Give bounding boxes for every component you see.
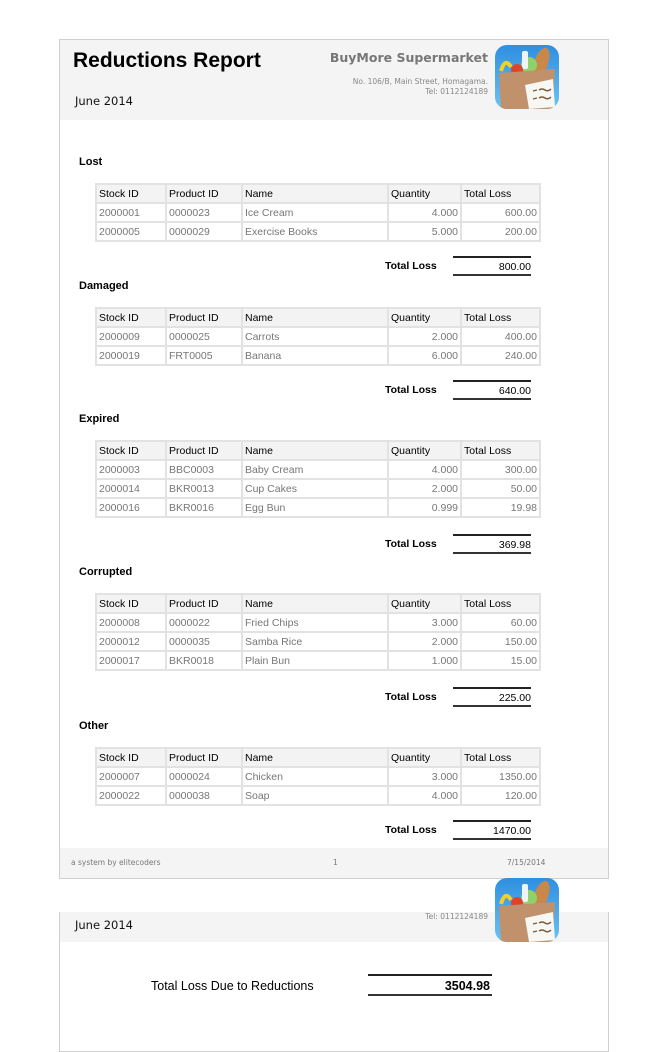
table-cell: BKR0016 bbox=[166, 498, 242, 517]
footer-page-number: 1 bbox=[333, 858, 338, 867]
table-row bbox=[96, 346, 540, 365]
table-cell: Banana bbox=[242, 346, 388, 365]
table-cell: 0000024 bbox=[166, 767, 242, 786]
section-title: Corrupted bbox=[79, 566, 133, 578]
table-row bbox=[96, 632, 540, 651]
section-title: Damaged bbox=[79, 280, 129, 292]
table-cell: BKR0018 bbox=[166, 651, 242, 670]
footer-credit: a system by elitecoders bbox=[71, 858, 161, 867]
column-header: Name bbox=[242, 594, 388, 613]
table-cell: 2000019 bbox=[96, 346, 166, 365]
section-total-value: 369.98 bbox=[453, 534, 531, 554]
section-title: Other bbox=[79, 720, 109, 732]
grand-total-label: Total Loss Due to Reductions bbox=[151, 979, 314, 993]
table-cell: 200.00 bbox=[461, 222, 540, 241]
table-row bbox=[96, 651, 540, 670]
column-header: Name bbox=[242, 441, 388, 460]
company-address: No. 106/B, Main Street, Homagama. bbox=[352, 77, 488, 86]
table-cell: 300.00 bbox=[461, 460, 540, 479]
table-cell: Fried Chips bbox=[242, 613, 388, 632]
table-cell: 2000007 bbox=[96, 767, 166, 786]
column-header: Name bbox=[242, 748, 388, 767]
table-row bbox=[96, 786, 540, 805]
section-total-value: 1470.00 bbox=[453, 820, 531, 840]
table-cell: Soap bbox=[242, 786, 388, 805]
table-cell: 3.000 bbox=[388, 767, 461, 786]
report-title: Reductions Report bbox=[73, 49, 261, 72]
table-cell: 2000012 bbox=[96, 632, 166, 651]
table-cell: 2000017 bbox=[96, 651, 166, 670]
table-cell: 0000029 bbox=[166, 222, 242, 241]
table-cell: 6.000 bbox=[388, 346, 461, 365]
table-row bbox=[96, 222, 540, 241]
section-title: Expired bbox=[79, 413, 120, 425]
table-header-row bbox=[96, 308, 540, 327]
column-header: Name bbox=[242, 308, 388, 327]
section-total-label: Total Loss bbox=[385, 538, 437, 550]
table-cell: 0000023 bbox=[166, 203, 242, 222]
table-cell: 120.00 bbox=[461, 786, 540, 805]
table-cell: Plain Bun bbox=[242, 651, 388, 670]
table-cell: 1350.00 bbox=[461, 767, 540, 786]
table-cell: Samba Rice bbox=[242, 632, 388, 651]
grocery-bag-icon bbox=[495, 45, 559, 109]
column-header: Total Loss bbox=[461, 594, 540, 613]
column-header: Stock ID bbox=[96, 184, 166, 203]
column-header: Total Loss bbox=[461, 441, 540, 460]
section-total-label: Total Loss bbox=[385, 259, 437, 272]
table-cell: 0.999 bbox=[388, 498, 461, 517]
table-cell: Exercise Books bbox=[242, 222, 388, 241]
column-header: Stock ID bbox=[96, 748, 166, 767]
table-cell: 15.00 bbox=[461, 651, 540, 670]
column-header: Product ID bbox=[166, 441, 242, 460]
section-total-label: Total Loss bbox=[385, 383, 437, 396]
table-cell: Carrots bbox=[242, 327, 388, 346]
table-cell: FRT0005 bbox=[166, 346, 242, 365]
reduction-table bbox=[95, 183, 541, 242]
company-name: BuyMore Supermarket bbox=[329, 50, 488, 65]
section-total-value: 800.00 bbox=[453, 256, 531, 276]
column-header: Product ID bbox=[166, 184, 242, 203]
table-cell: 0000038 bbox=[166, 786, 242, 805]
report-header bbox=[60, 40, 608, 120]
table-cell: 2000003 bbox=[96, 460, 166, 479]
column-header: Quantity bbox=[388, 441, 461, 460]
table-cell: Baby Cream bbox=[242, 460, 388, 479]
table-cell: BKR0013 bbox=[166, 479, 242, 498]
company-contact-page-2 bbox=[425, 912, 488, 922]
company-tel-page-2: Tel: 0112124189 bbox=[425, 912, 488, 921]
table-header-row bbox=[96, 748, 540, 767]
table-header-row bbox=[96, 184, 540, 203]
column-header: Product ID bbox=[166, 748, 242, 767]
section-total-label: Total Loss bbox=[385, 823, 437, 836]
section-title: Lost bbox=[79, 156, 103, 168]
table-row bbox=[96, 498, 540, 517]
column-header: Stock ID bbox=[96, 441, 166, 460]
footer-date: 7/15/2014 bbox=[507, 858, 546, 867]
table-cell: 60.00 bbox=[461, 613, 540, 632]
table-cell: 4.000 bbox=[388, 203, 461, 222]
table-cell: 240.00 bbox=[461, 346, 540, 365]
column-header: Quantity bbox=[388, 748, 461, 767]
table-row bbox=[96, 767, 540, 786]
table-cell: 5.000 bbox=[388, 222, 461, 241]
grocery-bag-icon bbox=[495, 878, 559, 942]
table-cell: 4.000 bbox=[388, 786, 461, 805]
section-total-value: 225.00 bbox=[453, 687, 531, 707]
table-cell: 1.000 bbox=[388, 651, 461, 670]
column-header: Stock ID bbox=[96, 308, 166, 327]
reduction-table bbox=[95, 440, 541, 518]
table-cell: 150.00 bbox=[461, 632, 540, 651]
table-cell: 2000016 bbox=[96, 498, 166, 517]
section-total-label: Total Loss bbox=[385, 691, 437, 703]
table-cell: 600.00 bbox=[461, 203, 540, 222]
column-header: Quantity bbox=[388, 594, 461, 613]
table-cell: 2000009 bbox=[96, 327, 166, 346]
reduction-table bbox=[95, 747, 541, 806]
table-cell: 0000022 bbox=[166, 613, 242, 632]
table-cell: 0000035 bbox=[166, 632, 242, 651]
company-contact bbox=[353, 77, 488, 97]
table-cell: 19.98 bbox=[461, 498, 540, 517]
table-row bbox=[96, 203, 540, 222]
column-header: Product ID bbox=[166, 594, 242, 613]
table-cell: BBC0003 bbox=[166, 460, 242, 479]
table-row bbox=[96, 479, 540, 498]
reduction-table bbox=[95, 307, 541, 366]
table-row bbox=[96, 460, 540, 479]
report-period: June 2014 bbox=[75, 94, 133, 108]
table-cell: Cup Cakes bbox=[242, 479, 388, 498]
report-period-page-2: June 2014 bbox=[75, 918, 133, 932]
table-cell: 2000014 bbox=[96, 479, 166, 498]
table-cell: 2.000 bbox=[388, 479, 461, 498]
table-cell: 2.000 bbox=[388, 327, 461, 346]
report-page-1 bbox=[59, 39, 609, 879]
column-header: Stock ID bbox=[96, 594, 166, 613]
table-cell: 2000001 bbox=[96, 203, 166, 222]
table-cell: 0000025 bbox=[166, 327, 242, 346]
grand-total-value: 3504.98 bbox=[368, 974, 492, 996]
table-row bbox=[96, 613, 540, 632]
table-cell: 2000008 bbox=[96, 613, 166, 632]
table-cell: 4.000 bbox=[388, 460, 461, 479]
table-cell: 2000005 bbox=[96, 222, 166, 241]
report-header-page-2 bbox=[60, 912, 608, 942]
table-cell: 2.000 bbox=[388, 632, 461, 651]
report-page-2 bbox=[59, 912, 609, 1052]
table-cell: 400.00 bbox=[461, 327, 540, 346]
table-header-row bbox=[96, 441, 540, 460]
page-footer bbox=[60, 848, 608, 878]
table-cell: 50.00 bbox=[461, 479, 540, 498]
table-header-row bbox=[96, 594, 540, 613]
section-total-value: 640.00 bbox=[453, 380, 531, 400]
column-header: Quantity bbox=[388, 308, 461, 327]
table-cell: 2000022 bbox=[96, 786, 166, 805]
column-header: Total Loss bbox=[461, 308, 540, 327]
table-cell: 3.000 bbox=[388, 613, 461, 632]
table-cell: Chicken bbox=[242, 767, 388, 786]
column-header: Name bbox=[242, 184, 388, 203]
table-cell: Ice Cream bbox=[242, 203, 388, 222]
column-header: Total Loss bbox=[461, 748, 540, 767]
column-header: Product ID bbox=[166, 308, 242, 327]
table-cell: Egg Bun bbox=[242, 498, 388, 517]
reduction-table bbox=[95, 593, 541, 671]
company-tel: Tel: 0112124189 bbox=[425, 87, 488, 96]
column-header: Total Loss bbox=[461, 184, 540, 203]
column-header: Quantity bbox=[388, 184, 461, 203]
table-row bbox=[96, 327, 540, 346]
